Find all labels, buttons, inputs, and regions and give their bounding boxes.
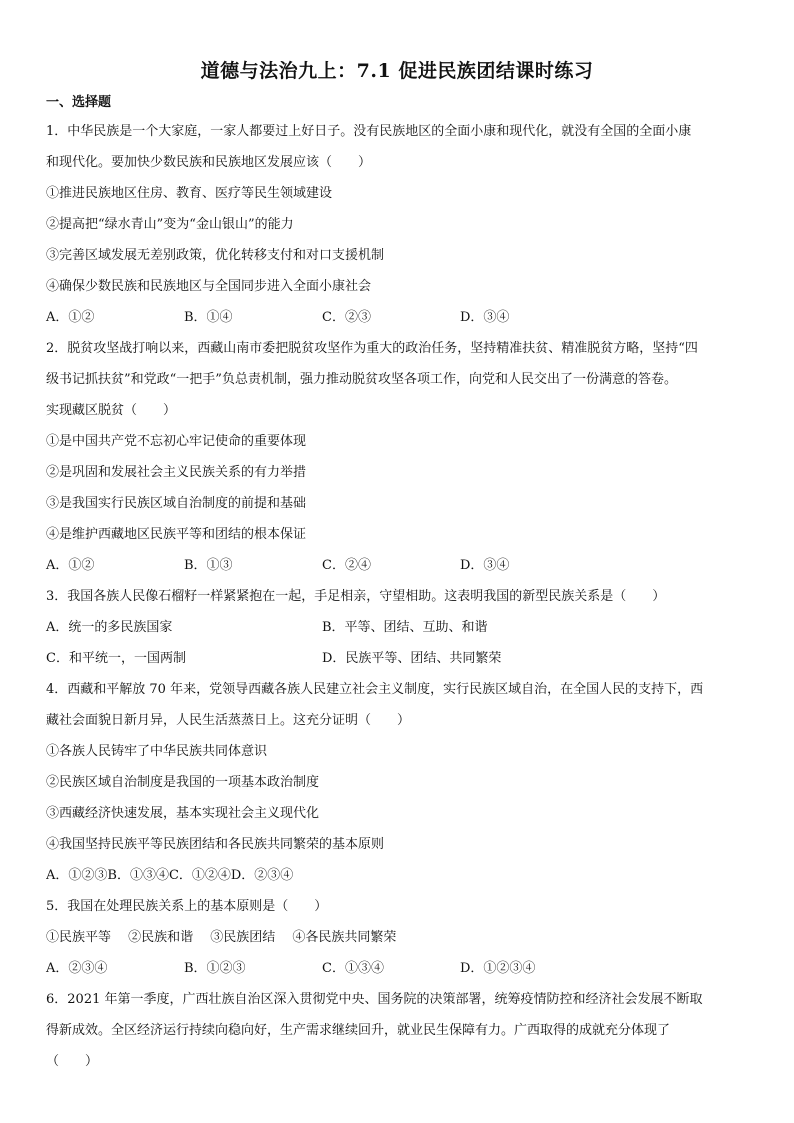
option-c: C．②④	[322, 558, 371, 573]
option-c: C．①③④	[322, 961, 384, 976]
question-stem: 3．我国各族人民像石榴籽一样紧紧抱在一起，手足相亲，守望相助。这表明我国的新型民族关系是（ ）	[46, 589, 666, 604]
option-d: D．民族平等、团结、共同繁荣	[322, 651, 502, 666]
question-stem: 和现代化。要加快少数民族和民族地区发展应该（ ）	[46, 155, 372, 170]
option-c: C．和平统一，一国两制	[46, 651, 186, 666]
statement-items: ①民族平等 ②民族和谐 ③民族团结 ④各民族共同繁荣	[46, 930, 397, 945]
question-stem: 5．我国在处理民族关系上的基本原则是（ ）	[46, 899, 328, 914]
option-a: A．②③④	[46, 961, 108, 976]
option-b: B．①③	[184, 558, 233, 573]
question-stem: 6．2021 年第一季度，广西壮族自治区深入贯彻党中央、国务院的决策部署，统筹疫情防控和经济社会发展不断取	[46, 992, 703, 1007]
statement-item: ①各族人民铸牢了中华民族共同体意识	[46, 744, 268, 759]
statement-item: ③西藏经济快速发展，基本实现社会主义现代化	[46, 806, 320, 821]
statement-item: ①推进民族地区住房、教育、医疗等民生领域建设	[46, 186, 333, 201]
option-a: A．统一的多民族国家	[46, 620, 173, 635]
question-1	[46, 116, 748, 333]
answer-options	[46, 550, 748, 581]
option-b: B．平等、团结、互助、和谐	[322, 620, 488, 635]
statement-item: ②民族区域自治制度是我国的一项基本政治制度	[46, 775, 320, 790]
statement-item: ④我国坚持民族平等民族团结和各民族共同繁荣的基本原则	[46, 837, 385, 852]
statement-item: ②提高把“绿水青山”变为“金山银山”的能力	[46, 217, 294, 232]
question-stem: 4．西藏和平解放 70 年来，党领导西藏各族人民建立社会主义制度，实行民族区域自治，在全国人民的支持下，西	[46, 682, 704, 697]
section-heading: 一、选择题	[46, 95, 112, 110]
option-b: B．①②③	[184, 961, 246, 976]
question-stem: 1．中华民族是一个大家庭，一家人都要过上好日子。没有民族地区的全面小康和现代化，就没有全国的全面小康	[46, 124, 692, 139]
option-d: D．①②③④	[460, 961, 536, 976]
option-a: A．①②	[46, 558, 95, 573]
question-stem: 实现藏区脱贫（ ）	[46, 403, 177, 418]
page-title: 道德与法治九上：7.1 促进民族团结课时练习	[200, 60, 594, 82]
question-stem: 得新成效。全区经济运行持续向稳向好，生产需求继续回升，就业民生保障有力。广西取得的成就充分体现了	[46, 1023, 671, 1038]
statement-item: ①是中国共产党不忘初心牢记使命的重要体现	[46, 434, 307, 449]
option-d: D．③④	[460, 558, 510, 573]
statement-item: ④是维护西藏地区民族平等和团结的根本保证	[46, 527, 307, 542]
question-2	[46, 333, 748, 581]
option-c: C．②③	[322, 310, 371, 325]
option-a: A．①②	[46, 310, 95, 325]
question-6	[46, 984, 748, 1077]
question-stem: 级书记抓扶贫”和党政“一把手”负总责机制，强力推动脱贫攻坚各项工作，向党和人民交出了一份满意的答卷。	[46, 372, 677, 387]
statement-item: ②是巩固和发展社会主义民族关系的有力举措	[46, 465, 307, 480]
answer-options	[46, 643, 748, 674]
answer-options	[46, 953, 748, 984]
question-5	[46, 891, 748, 984]
question-stem: 藏社会面貌日新月异，人民生活蒸蒸日上。这充分证明（ ）	[46, 713, 411, 728]
question-3	[46, 581, 748, 674]
question-stem: 2．脱贫攻坚战打响以来，西藏山南市委把脱贫攻坚作为重大的政治任务，坚持精准扶贫、精准脱贫方略，坚持“四	[46, 341, 698, 356]
statement-item: ③完善区域发展无差别政策，优化转移支付和对口支援机制	[46, 248, 385, 263]
question-stem: （ ）	[46, 1054, 99, 1069]
statement-item: ③是我国实行民族区域自治制度的前提和基础	[46, 496, 307, 511]
answer-options	[46, 302, 748, 333]
option-d: D．③④	[460, 310, 510, 325]
option-b: B．①④	[184, 310, 233, 325]
answer-options	[46, 612, 748, 643]
question-4	[46, 674, 748, 891]
statement-item: ④确保少数民族和民族地区与全国同步进入全面小康社会	[46, 279, 372, 294]
answer-options: A．①②③B．①③④C．①②④D．②③④	[46, 868, 294, 883]
